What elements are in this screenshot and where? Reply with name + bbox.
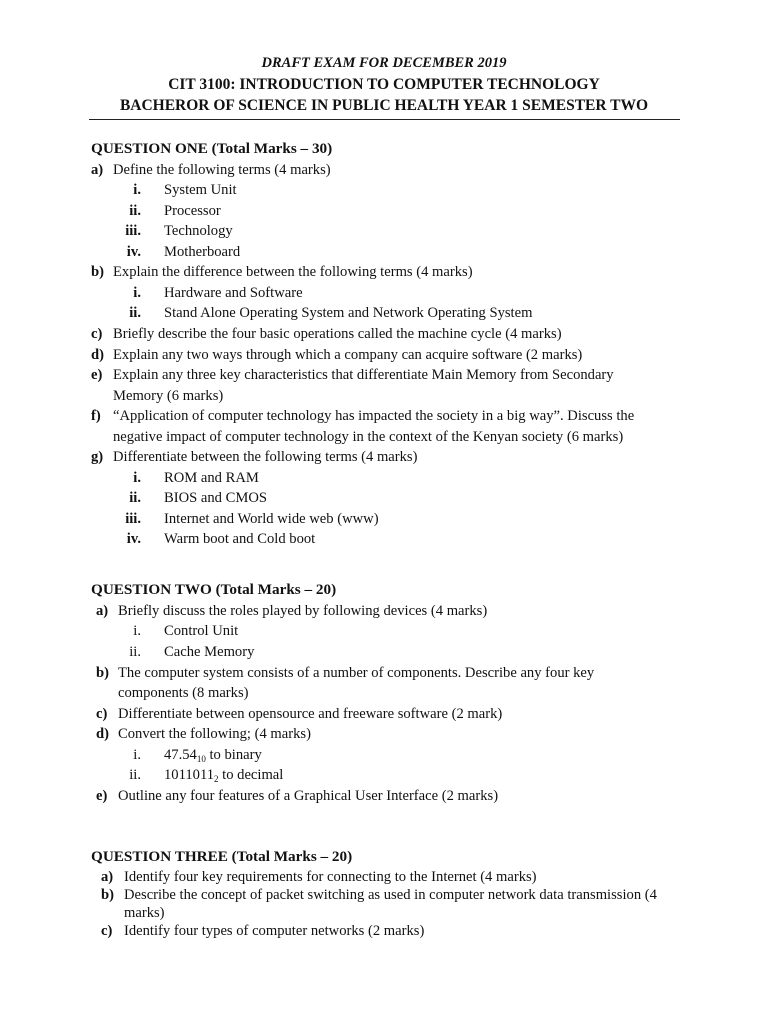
q2d-label: d) [96,726,109,742]
q2b-text: The computer system consists of a number of components. Describe any four key [118,665,595,681]
q2e-label: e) [96,788,108,804]
q1a-item-number: i. [133,182,141,198]
q2b-label: b) [96,665,109,681]
number-value: 1011011 [164,767,214,783]
q1a-item-text: Motherboard [164,244,241,260]
q1g-label: g) [91,449,104,465]
q3c-label: c) [101,923,113,939]
q1b-item-number: ii. [129,305,141,321]
q2b-text-continued: components (8 marks) [118,685,249,701]
q2a-item-number: i. [133,623,141,639]
q1a-text: Define the following terms (4 marks) [113,162,331,178]
q1b-item-text: Hardware and Software [164,285,303,301]
q1a-item-number: iii. [125,223,141,239]
exam-draft-title: DRAFT EXAM FOR DECEMBER 2019 [261,55,507,71]
q1g-item-number: i. [133,470,141,486]
q2d-item-text [164,747,262,764]
q1b-text: Explain the difference between the following terms (4 marks) [113,264,473,280]
q1c-label: c) [91,326,103,342]
q1g-item-text: Warm boot and Cold boot [164,531,316,547]
q3c-text: Identify four types of computer networks (2 marks) [124,923,425,939]
q3a-label: a) [101,869,114,885]
q1f-label: f) [91,408,101,424]
conversion-target: to decimal [218,767,284,783]
header-divider [89,119,680,120]
q1a-item-number: ii. [129,203,141,219]
q1g-item-text: Internet and World wide web (www) [164,511,379,527]
course-title: CIT 3100: INTRODUCTION TO COMPUTER TECHNOLOGY [168,76,600,93]
q1a-item-text: Technology [164,223,233,239]
q1g-item-number: iv. [126,531,141,547]
q1a-item-text: Processor [164,203,221,219]
q2a-text: Briefly discuss the roles played by following devices (4 marks) [118,603,488,619]
q3b-label: b) [101,887,114,903]
question-one-heading: QUESTION ONE (Total Marks – 30) [91,140,333,157]
q1e-text-continued: Memory (6 marks) [113,388,224,404]
q2e-text: Outline any four features of a Graphical User Interface (2 marks) [118,788,499,804]
q2d-item-number: ii. [129,767,141,783]
q1f-text-continued: negative impact of computer technology in the context of the Kenyan society (6 marks) [113,429,624,445]
q1g-item-text: ROM and RAM [164,470,259,486]
q2d-item-text [164,767,283,784]
q1g-item-number: iii. [125,511,141,527]
q1b-item-text: Stand Alone Operating System and Network Operating System [164,305,533,321]
q1f-text: “Application of computer technology has impacted the society in a big way”. Discuss the [113,408,635,424]
q2c-label: c) [96,706,108,722]
q2d-text: Convert the following; (4 marks) [118,726,311,742]
q3a-text: Identify four key requirements for connecting to the Internet (4 marks) [124,869,537,885]
question-three-heading: QUESTION THREE (Total Marks – 20) [91,848,353,865]
q2d-item-number: i. [133,747,141,763]
q1e-label: e) [91,367,103,383]
q1b-label: b) [91,264,104,280]
q1e-text: Explain any three key characteristics that differentiate Main Memory from Secondary [113,367,614,383]
programme-title: BACHEROR OF SCIENCE IN PUBLIC HEALTH YEAR 1 SEMESTER TWO [119,97,649,114]
q1d-label: d) [91,347,104,363]
q3b-text-continued: marks) [124,905,165,921]
q1g-item-number: ii. [129,490,141,506]
q1c-text: Briefly describe the four basic operations called the machine cycle (4 marks) [113,326,562,342]
q3b-text: Describe the concept of packet switching as used in computer network data transmission (4 [124,887,657,903]
q2a-item-text: Control Unit [164,623,239,639]
q1b-item-number: i. [133,285,141,301]
q1a-item-text: System Unit [164,182,237,198]
q2a-item-number: ii. [129,644,141,660]
q1g-text: Differentiate between the following terms (4 marks) [113,449,418,465]
q2a-item-text: Cache Memory [164,644,255,660]
number-base: 2 [214,774,219,784]
number-value: 47.54 [164,747,197,763]
conversion-target: to binary [205,747,262,763]
q1g-item-text: BIOS and CMOS [164,490,267,506]
q2a-label: a) [96,603,109,619]
q2c-text: Differentiate between opensource and freeware software (2 mark) [118,706,503,722]
q1a-item-number: iv. [126,244,141,260]
q1d-text: Explain any two ways through which a company can acquire software (2 marks) [113,347,583,363]
q1a-label: a) [91,162,104,178]
question-two-heading: QUESTION TWO (Total Marks – 20) [91,581,337,598]
number-base: 10 [196,754,206,764]
